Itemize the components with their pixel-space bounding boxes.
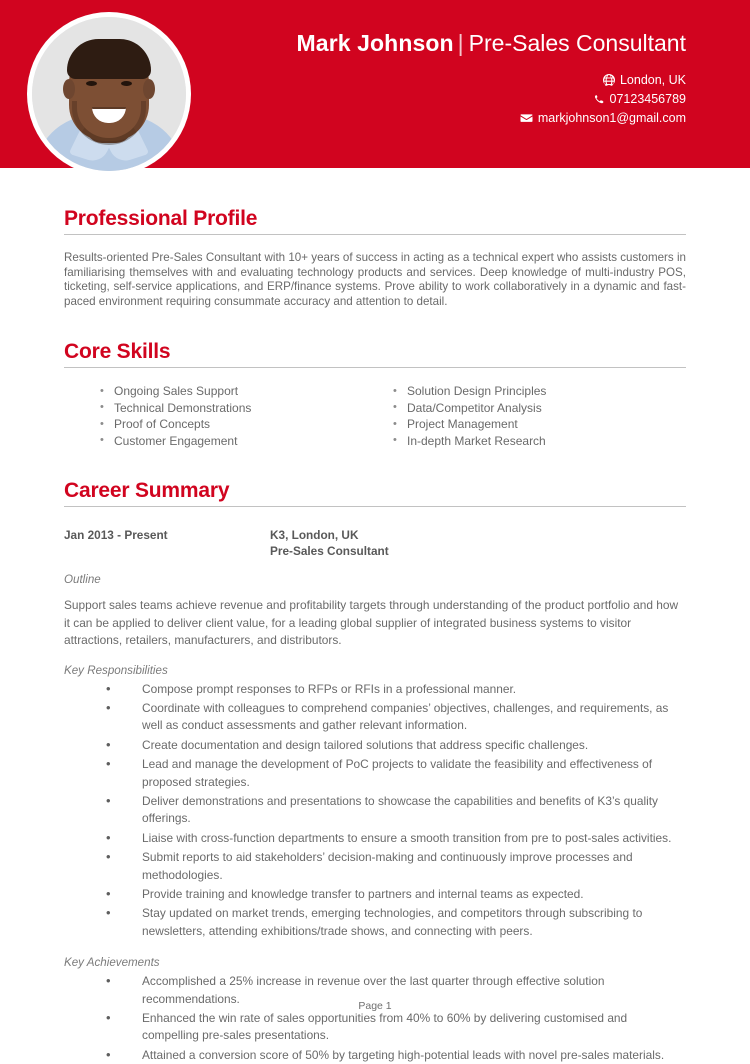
list-item: • Ongoing Sales Support [100,383,393,399]
contact-details [297,71,686,128]
list-item: • Provide training and knowledge transfer to partners and internal teams as expected. [64,886,686,903]
contact-phone [297,90,686,109]
list-item: • Technical Demonstrations [100,400,393,416]
key-achievements-list [64,973,686,1064]
key-achievements-label: Key Achievements [64,956,160,970]
name-role-separator: | [457,30,464,56]
professional-profile-text: Results-oriented Pre-Sales Consultant with 10+ years of success in acting as a technical expert who assists customers in familiarising themselves with and evaluating technology products and services. Deep knowledge of multi-industry POS, ticketing, self-service applications, and ERP/finance systems. Prove ability to work collaboratively in a dynamic and fast-paced environment requiring consummate accuracy and attention to detail. [64,251,686,308]
page-footer [0,1000,750,1012]
globe-icon [603,74,615,86]
list-item: • Solution Design Principles [393,383,686,399]
core-skills-column-left [100,383,393,449]
envelope-icon [520,112,533,124]
list-item: • Proof of Concepts [100,416,393,432]
job-meta [270,527,389,559]
section-professional-profile [64,206,686,309]
list-item: • Lead and manage the development of PoC projects to validate the feasibility and effectiveness of proposed strategies. [64,756,686,791]
avatar-photo [32,17,186,171]
list-item: • Project Management [393,416,686,432]
list-item: • Deliver demonstrations and presentations to showcase the capabilities and benefits of K3’s quality offerings. [64,793,686,828]
resume-header-banner [0,0,750,168]
section-heading-core-skills: Core Skills [64,339,686,368]
section-core-skills [64,339,686,449]
list-item: • Data/Competitor Analysis [393,400,686,416]
contact-phone-value: 07123456789 [609,92,686,106]
core-skills-column-right [393,383,686,449]
candidate-role: Pre-Sales Consultant [468,30,686,56]
header-identity-block [297,28,686,128]
contact-email-value: markjohnson1@gmail.com [537,111,686,125]
section-career-summary [64,478,686,1064]
phone-icon [593,93,605,105]
page-number-label: Page 1 [358,1000,392,1012]
resume-body [0,206,750,1064]
list-item: • Create documentation and design tailored solutions that address specific challenges. [64,737,686,754]
candidate-name: Mark Johnson [296,30,454,56]
list-item: • Compose prompt responses to RFPs or RFIs in a professional manner. [64,681,686,698]
outline-text: Support sales teams achieve revenue and profitability targets through understanding of the product portfolio and how it can be applied to deliver client value, for a leading global supplier of integrated business systems to visitor attractions, retailers, manufacturers, and distributors. [64,598,679,647]
core-skills-columns [64,383,686,449]
list-item: • Stay updated on market trends, emerging technologies, and competitors through subscribing to newsletters, attending exhibitions/trade shows, and connecting with peers. [64,905,686,940]
portrait-illustration [32,17,186,171]
contact-email [297,109,686,128]
list-item: • Liaise with cross-function departments to ensure a smooth transition from pre to post-sales activities. [64,830,686,847]
contact-location-value: London, UK [619,73,686,87]
list-item: • Customer Engagement [100,433,393,449]
key-responsibilities-label: Key Responsibilities [64,663,168,677]
list-item: • Enhanced the win rate of sales opportunities from 40% to 60% by delivering customised and compelling pre-sales presentations. [64,1010,686,1045]
job-header [64,527,686,559]
contact-location [297,71,686,90]
key-responsibilities-list [64,681,686,941]
name-and-role-line [297,28,686,58]
avatar [27,12,191,176]
list-item: • In-depth Market Research [393,433,686,449]
section-heading-professional-profile: Professional Profile [64,206,686,235]
job-dates: Jan 2013 - Present [64,528,168,542]
job-company: K3, London, UK [270,528,359,542]
list-item: • Submit reports to aid stakeholders’ decision-making and continuously improve processes and methodologies. [64,849,686,884]
outline-label: Outline [64,573,101,586]
section-heading-career-summary: Career Summary [64,478,686,507]
list-item: • Attained a conversion score of 50% by targeting high-potential leads with novel pre-sales materials. [64,1047,686,1064]
job-title: Pre-Sales Consultant [270,544,389,558]
list-item: • Coordinate with colleagues to comprehend companies’ objectives, challenges, and requirements, as well as conduct assessments and gather relevant information. [64,700,686,735]
list-item: • Accomplished a 25% increase in revenue over the last quarter through effective solution recommendations. [64,973,686,1008]
